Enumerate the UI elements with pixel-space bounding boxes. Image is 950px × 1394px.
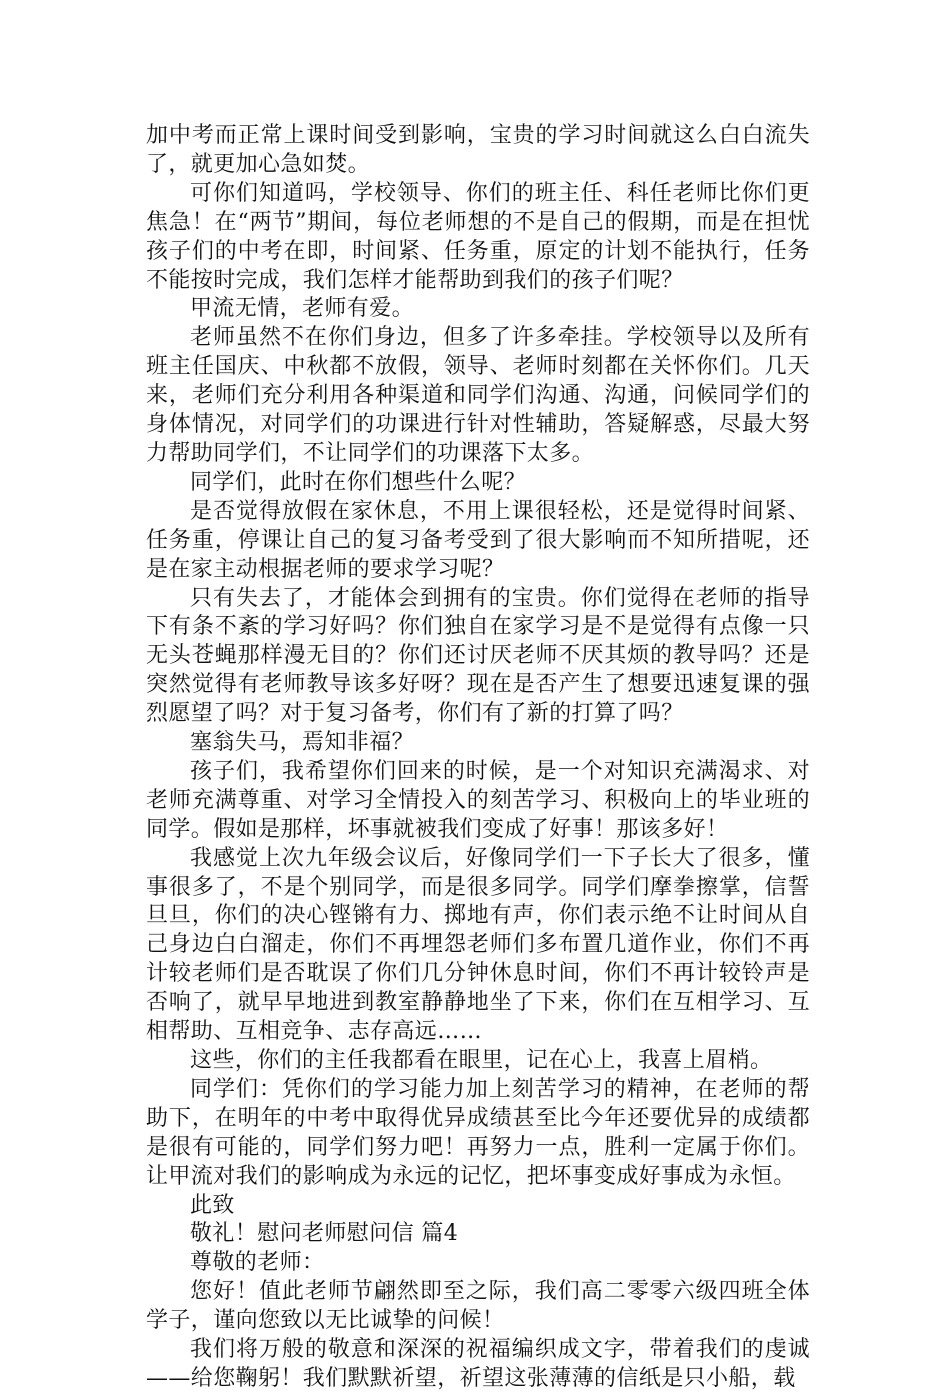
paragraph: 这些，你们的主任我都看在眼里，记在心上，我喜上眉梢。: [190, 1048, 773, 1073]
paragraph-continuation: 加中考而正常上课时间受到影响，宝贵的学习时间就这么白白流失了，就更加心急如焚。: [146, 123, 810, 177]
paragraph: 只有失去了，才能体会到拥有的宝贵。你们觉得在老师的指导下有条不紊的学习好吗？你们独自在家学习是不是觉得有点像一只无头苍蝇那样漫无目的？你们还讨厌老师不厌其烦的教导吗？还是突然觉得有老师教导该多好呀？现在是否产生了想要迅速复课的强烈愿望了吗？对于复习备考，你们有了新的打算了吗？: [146, 585, 810, 727]
closing-line: 此致: [190, 1192, 235, 1218]
paragraph: 孩子们，我希望你们回来的时候，是一个对知识充满渴求、对老师充满尊重、对学习全情投入的刻苦学习、积极向上的毕业班的同学。假如是那样，坏事就被我们变成了好事！那该多好！: [146, 758, 810, 842]
paragraph: 我感觉上次九年级会议后，好像同学们一下子长大了很多，懂事很多了，不是个别同学，而是很多同学。同学们摩拳擦掌，信誓旦旦，你们的决心铿锵有力、掷地有声，你们表示绝不让时间从自己身边白白溜走，你们不再埋怨老师们多布置几道作业，你们不再计较老师们是否耽误了你们几分钟休息时间，你们不再计较铃声是否响了，就早早地进到教室静静地坐了下来，你们在互相学习、互相帮助、互相竞争、志存高远……: [146, 845, 810, 1045]
section-heading: 敬礼！慰问老师慰问信 篇4: [190, 1221, 459, 1247]
paragraph: 是否觉得放假在家休息，不用上课很轻松，还是觉得时间紧、任务重，停课让自己的复习备考受到了很大影响而不知所措呢，还是在家主动根据老师的要求学习呢？: [146, 498, 810, 582]
paragraph: 我们将万般的敬意和深深的祝福编织成文字，带着我们的虔诚——给您鞠躬！我们默默祈望，祈望这张薄薄的信纸是只小船，载: [146, 1337, 810, 1391]
paragraph: 同学们，此时在你们想些什么呢？: [190, 469, 527, 495]
paragraph: 老师虽然不在你们身边，但多了许多牵挂。学校领导以及所有班主任国庆、中秋都不放假，领导、老师时刻都在关怀你们。几天来，老师们充分利用各种渠道和同学们沟通、沟通，问候同学们的身体情况，对同学们的功课进行针对性辅助，答疑解惑，尽最大努力帮助同学们，不让同学们的功课落下太多。: [146, 325, 810, 466]
paragraph: 您好！值此老师节翩然即至之际，我们高二零零六级四班全体学子，谨向您致以无比诚挚的问候！: [146, 1279, 810, 1334]
paragraph: 可你们知道吗，学校领导、你们的班主任、科任老师比你们更焦急！在“两节”期间，每位老师想的不是自己的假期，而是在担忧孩子们的中考在即，时间紧、任务重，原定的计划不能执行，任务不能按时完成，我们怎样才能帮助到我们的孩子们呢？: [146, 180, 810, 293]
paragraph: 塞翁失马，焉知非福？: [190, 730, 415, 756]
salutation: 尊敬的老师：: [190, 1250, 325, 1276]
letter-body: [146, 122, 810, 1394]
paragraph: 同学们：凭你们的学习能力加上刻苦学习的精神，在老师的帮助下，在明年的中考中取得优异成绩甚至比今年还要优异的成绩都是很有可能的，同学们努力吧！再努力一点，胜利一定属于你们。让甲流对我们的影响成为永远的记忆，把坏事变成好事成为永恒。: [146, 1076, 810, 1189]
paragraph: 甲流无情，老师有爱。: [190, 296, 415, 322]
